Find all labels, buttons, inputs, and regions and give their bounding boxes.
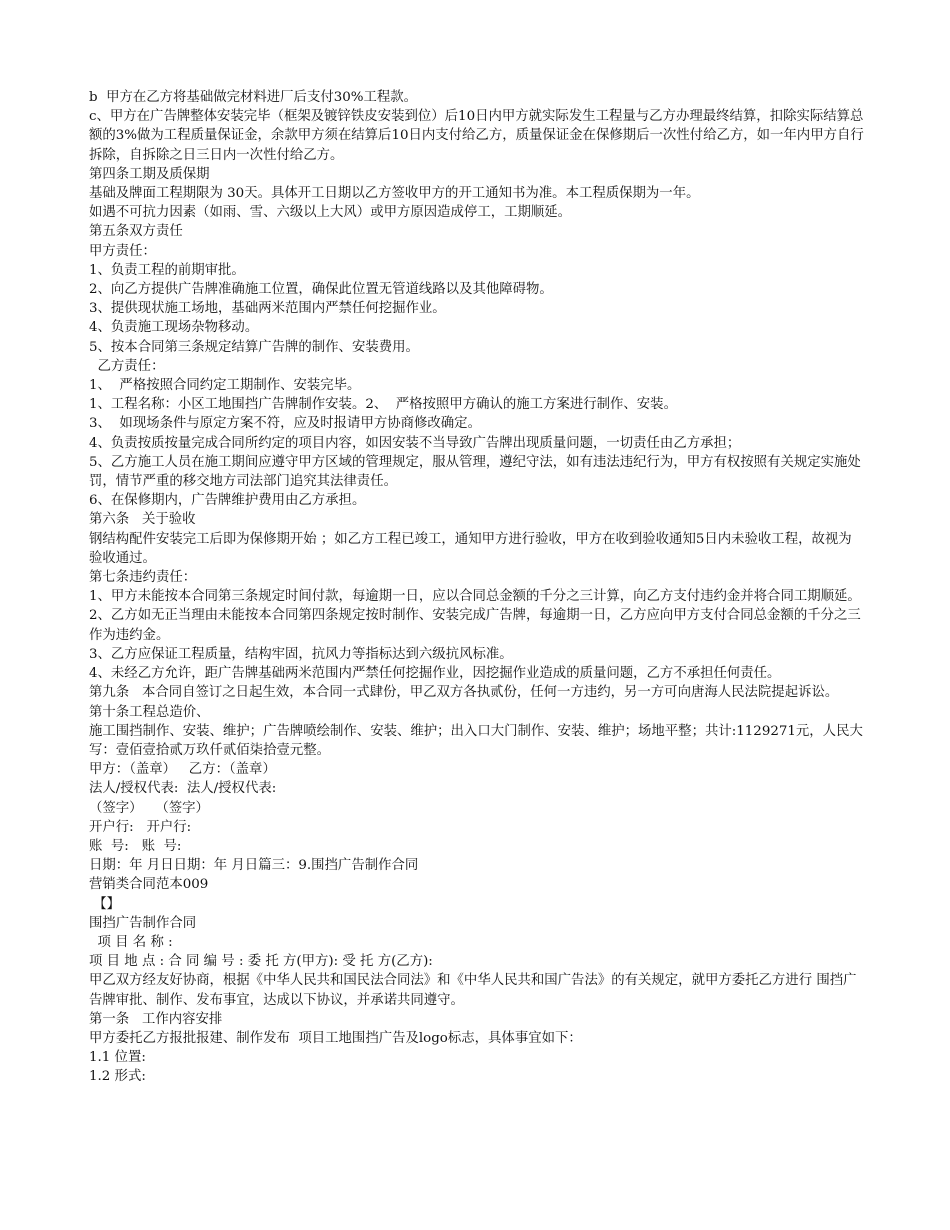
article-10-total: 施工围挡制作、安装、维护；广告牌喷绘制作、安装、维护；出入口大门制作、安装、维护；场地平整；共计:1129271元，人民大写：壹佰壹拾贰万玖仟贰佰柒拾壹元整。 xyxy=(89,723,863,758)
contract-preamble: 甲乙双方经友好协商，根据《中华人民共和国民法合同法》和《中华人民共和国广告法》的有关规定，就甲方委托乙方进行 围挡广告牌审批、制作、发布事宜，达成以下协议，并承诺共同遵守。 xyxy=(89,973,857,1008)
project-name-field: 项 目 名 称 : xyxy=(89,934,173,950)
article-7-item-2: 2、乙方如无正当理由未能按本合同第四条规定按时制作、安装完成广告牌，每逾期一日，乙方应向甲方支付合同总金额的千分之三作为违约金。 xyxy=(89,608,861,643)
bracket-marker: 【】 xyxy=(89,896,121,912)
party-b-duty-5: 5、乙方施工人员在施工期间应遵守甲方区域的管理规定，服从管理，遵纪守法，如有违法违纪行为，甲方有权按照有关规定实施处罚，情节严重的移交地方司法部门追究其法律责任。 xyxy=(89,454,861,490)
contract-title: 围挡广告制作合同 xyxy=(89,915,197,931)
party-b-duty-4: 4、负责按质按量完成合同所约定的项目内容，如因安装不当导致广告牌出现质量问题，一切责任由乙方承担； xyxy=(89,435,741,451)
article-10-heading: 第十条工程总造价、 xyxy=(89,704,210,720)
item-1-1-location: 1.1 位置: xyxy=(89,1050,146,1066)
article-4-heading: 第四条工期及质保期 xyxy=(89,166,210,182)
signature-seal-line: 甲方：（盖章） 乙方：（盖章） xyxy=(89,762,276,778)
signature-bank-line: 开户行: 开户行: xyxy=(89,819,192,835)
article-9: 第九条 本合同自签订之日起生效，本合同一式肆份，甲乙双方各执贰份，任何一方违约，另一方可向唐海人民法院提起诉讼。 xyxy=(89,685,839,701)
party-a-duty-3: 3、提供现状施工场地，基础两米范围内严禁任何挖掘作业。 xyxy=(89,301,446,317)
party-b-duty-project-name: 1、工程名称：小区工地围挡广告牌制作安装。2、 严格按照甲方确认的施工方案进行制作、安装。 xyxy=(89,397,677,413)
article-6-body: 钢结构配件安装完工后即为保修期开始 ；如乙方工程已竣工，通知甲方进行验收，甲方在收到验收通知5日内未验收工程，故视为验收通过。 xyxy=(89,531,852,566)
payment-clause-c: c、甲方在广告牌整体安装完毕（框架及镀锌铁皮安装到位）后10日内甲方就实际发生工程量与乙方办理最终结算，扣除实际结算总额的3%做为工程质量保证金，余款甲方须在结算后10日内支付给乙方，质量保证金在保修期后一次性付给乙方，如一年内甲方自行拆除，自拆除之日三日内一次性付给乙方。 xyxy=(89,109,864,163)
item-1-2-form: 1.2 形式: xyxy=(89,1069,146,1085)
project-info-fields: 项 目 地 点 : 合 同 编 号 : 委 托 方(甲方): 受 托 方(乙方): xyxy=(89,954,433,970)
article-4-force-majeure: 如遇不可抗力因素（如雨、雪、六级以上大风）或甲方原因造成停工，工期顺延。 xyxy=(89,205,572,221)
party-b-duty-3: 3、 如现场条件与原定方案不符，应及时报请甲方协商修改确定。 xyxy=(89,416,481,432)
party-b-duty-1: 1、 严格按照合同约定工期制作、安装完毕。 xyxy=(89,378,361,394)
party-b-duty-6: 6、在保修期内，广告牌维护费用由乙方承担。 xyxy=(89,493,366,509)
signature-date-line: 日期：年 月日日期：年 月日篇三：9.围挡广告制作合同 xyxy=(89,858,419,874)
signature-sign-line: （签字） （签字） xyxy=(89,800,209,816)
signature-account-line: 账 号: 账 号: xyxy=(89,838,182,854)
article-7-item-4: 4、未经乙方允许，距广告牌基础两米范围内严禁任何挖掘作业，因挖掘作业造成的质量问题，乙方不承担任何责任。 xyxy=(89,666,781,682)
article-4-duration: 基础及牌面工程期限为 30天。具体开工日期以乙方签收甲方的开工通知书为准。本工程质保期为一年。 xyxy=(89,186,700,202)
party-a-duty-2: 2、向乙方提供广告牌准确施工位置，确保此位置无管道线路以及其他障碍物。 xyxy=(89,282,553,298)
article-7-heading: 第七条违约责任： xyxy=(89,570,197,586)
article-7-item-3: 3、乙方应保证工程质量，结构牢固，抗风力等指标达到六级抗风标准。 xyxy=(89,646,513,662)
party-b-duties-heading: 乙方责任： xyxy=(89,358,165,374)
signature-representative-line: 法人/授权代表: 法人/授权代表: xyxy=(89,781,277,797)
party-a-duty-5: 5、按本合同第三条规定结算广告牌的制作、安装费用。 xyxy=(89,339,419,355)
template-number: 营销类合同范本009 xyxy=(89,877,209,893)
party-a-duty-4: 4、负责施工现场杂物移动。 xyxy=(89,320,259,336)
article-1-body: 甲方委托乙方报批报建、制作发布 项目工地围挡广告及logo标志，具体事宜如下： xyxy=(89,1030,582,1046)
article-5-heading: 第五条双方责任 xyxy=(89,224,183,240)
party-a-duty-1: 1、负责工程的前期审批。 xyxy=(89,262,245,278)
article-1-heading: 第一条 工作内容安排 xyxy=(89,1011,223,1027)
article-6-heading: 第六条 关于验收 xyxy=(89,512,196,528)
payment-clause-b: b 甲方在乙方将基础做完材料进厂后支付30%工程款。 xyxy=(89,90,418,105)
party-a-duties-heading: 甲方责任： xyxy=(89,243,156,259)
article-7-item-1: 1、甲方未能按本合同第三条规定时间付款，每逾期一日，应以合同总金额的千分之三计算，向乙方支付违约金并将合同工期顺延。 xyxy=(89,589,861,605)
